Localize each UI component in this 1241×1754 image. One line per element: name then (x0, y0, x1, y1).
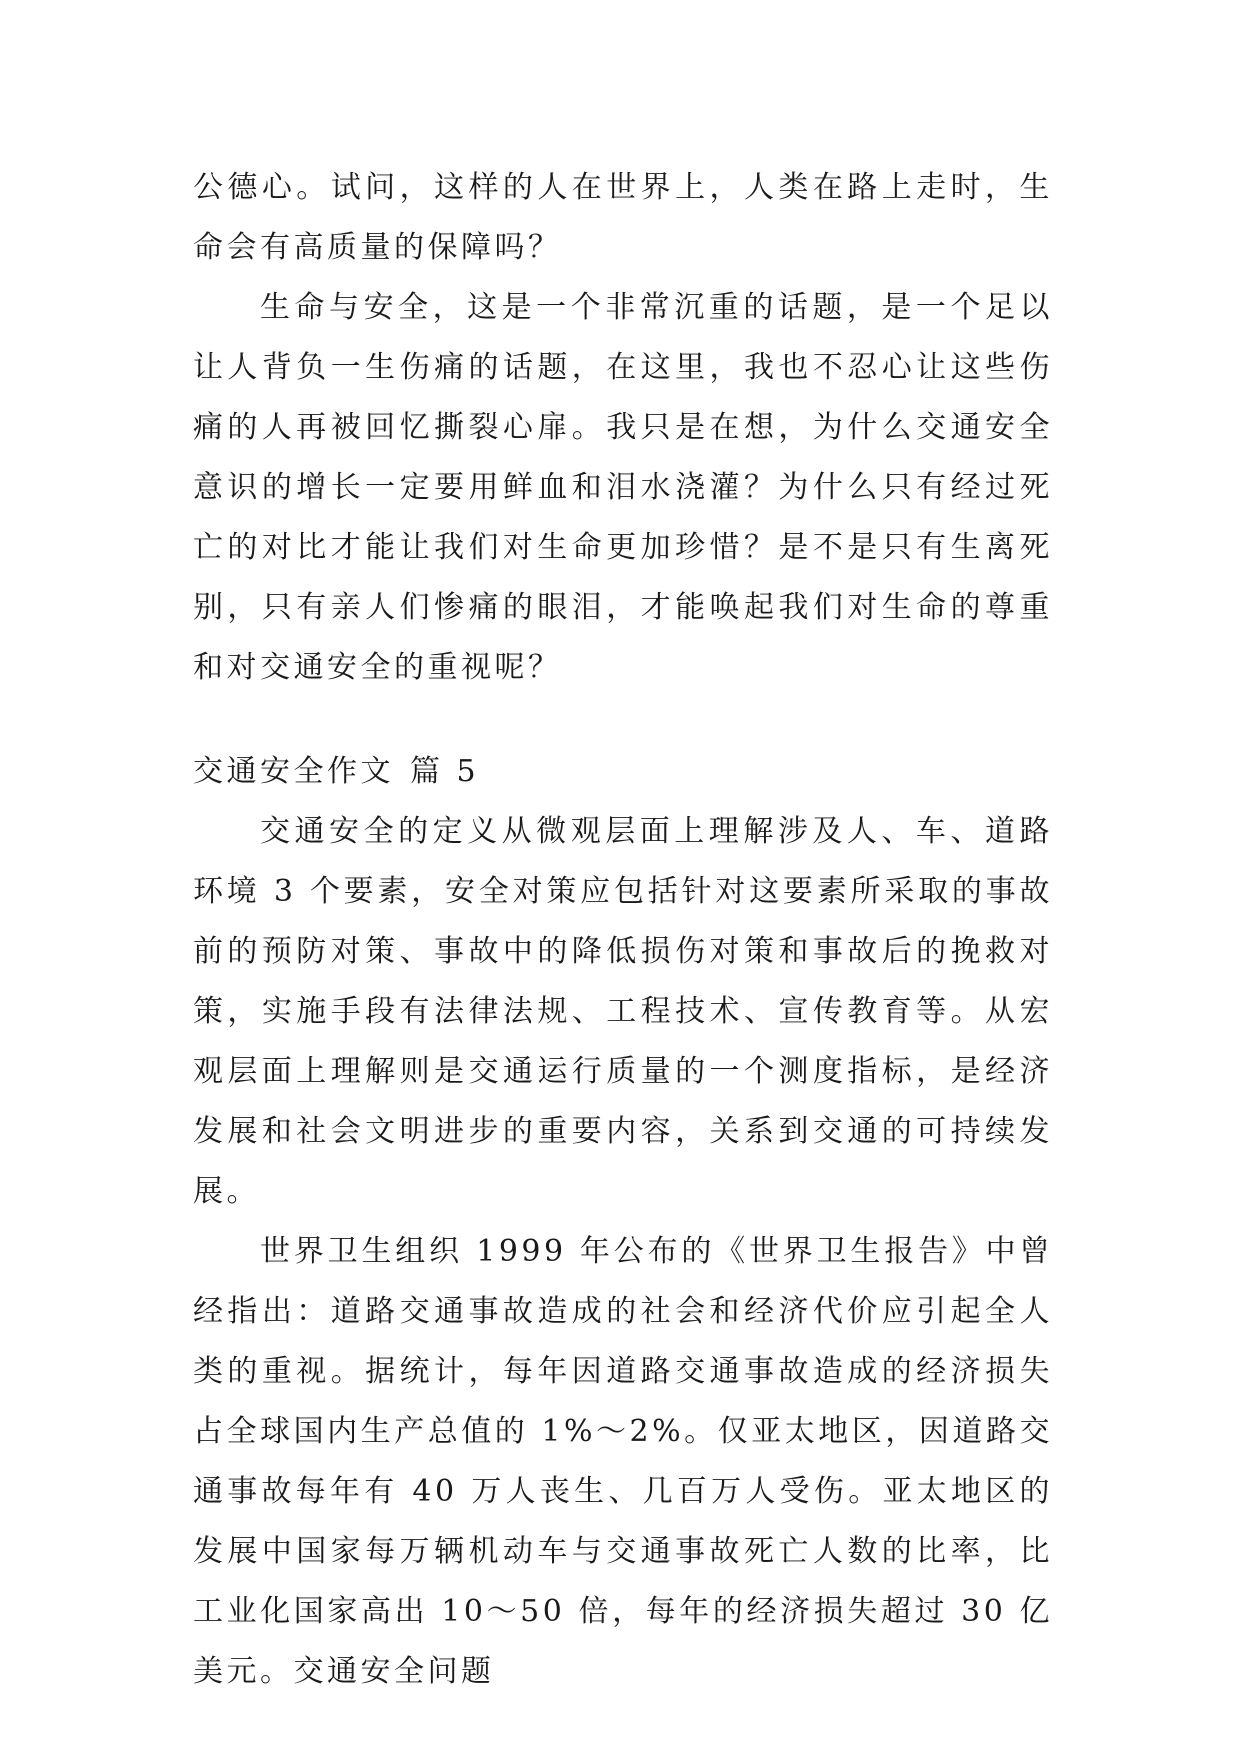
paragraph-continuation: 公德心。试问，这样的人在世界上，人类在路上走时，生命会有高质量的保障吗？ (193, 170, 1053, 265)
paragraph-who-report: 世界卫生组织 1999 年公布的《世界卫生报告》中曾经指出：道路交通事故造成的社会和经济代价应引起全人类的重视。据统计，每年因道路交通事故造成的经济损失占全球国内生产总值的 1%～2%。仅亚太地区，因道路交通事故每年有 40 万人丧生、几百万人受伤。亚太地区的发展中国家每万辆机动车与交通事故死亡人数的比率，比工业化国家高出 10～50 倍，每年的经济损失超过 30 亿美元。交通安全问题 (193, 1234, 1053, 1689)
document-body (193, 158, 1053, 1702)
paragraph-life-and-safety: 生命与安全，这是一个非常沉重的话题，是一个足以让人背负一生伤痛的话题，在这里，我也不忍心让这些伤痛的人再被回忆撕裂心扉。我只是在想，为什么交通安全意识的增长一定要用鲜血和泪水浇灌？为什么只有经过死亡的对比才能让我们对生命更加珍惜？是不是只有生离死别，只有亲人们惨痛的眼泪，才能唤起我们对生命的尊重和对交通安全的重视呢？ (193, 290, 1053, 685)
essay-section-number: 篇 5 (410, 754, 480, 789)
essay-heading (193, 742, 1053, 802)
paragraph-traffic-safety-definition: 交通安全的定义从微观层面上理解涉及人、车、道路环境 3 个要素，安全对策应包括针对这要素所采取的事故前的预防对策、事故中的降低损伤对策和事故后的挽救对策，实施手段有法律法规、工程技术、宣传教育等。从宏观层面上理解则是交通运行质量的一个测度指标，是经济发展和社会文明进步的重要内容，关系到交通的可持续发展。 (193, 814, 1053, 1209)
essay-title: 交通安全作文 (193, 754, 394, 789)
